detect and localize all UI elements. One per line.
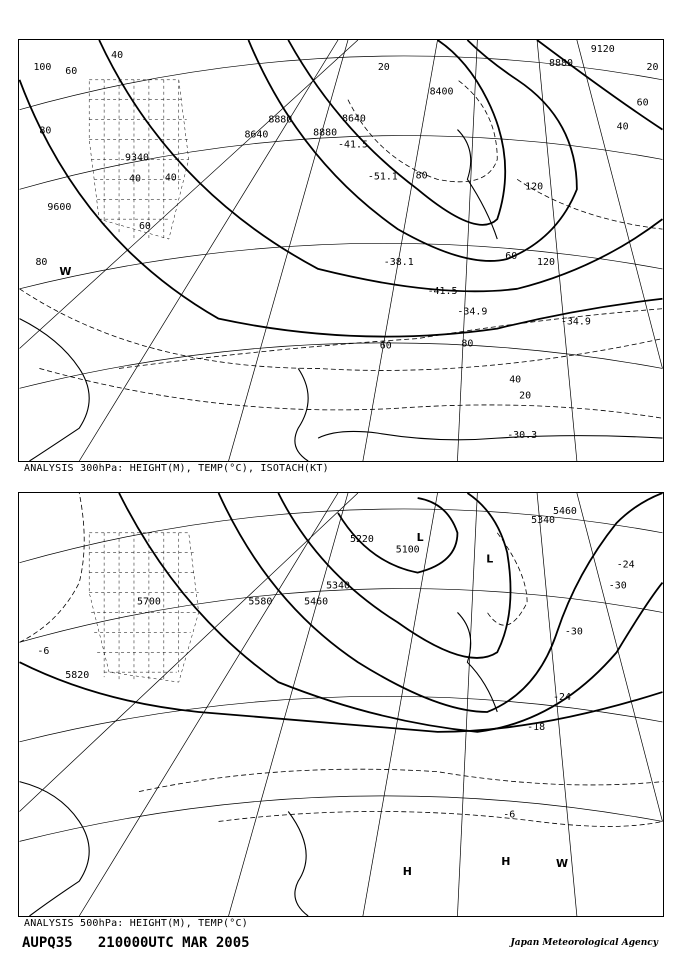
temperature-label: -41.5 bbox=[427, 285, 458, 297]
temperature-label: -30.3 bbox=[507, 430, 538, 442]
map-300hpa-canvas bbox=[19, 40, 663, 461]
isotach-label-group bbox=[33, 50, 658, 401]
height-contour-label: 9120 bbox=[590, 43, 615, 55]
height-contour-label: 5220 bbox=[349, 533, 374, 545]
height-contour-label: 8640 bbox=[244, 129, 269, 141]
isotach-label: 60 bbox=[505, 250, 518, 262]
isotach-label: 20 bbox=[519, 390, 532, 402]
height-contour-label: 5340 bbox=[531, 514, 556, 526]
isotach-label: 120 bbox=[537, 256, 556, 268]
coastline bbox=[20, 612, 498, 916]
temperature-label: -41.5 bbox=[338, 139, 368, 151]
height-contour-label: 8880 bbox=[549, 57, 573, 69]
map-panel-500hpa bbox=[18, 492, 664, 917]
temperature-label-group bbox=[37, 560, 634, 821]
isotach-label: 120 bbox=[525, 181, 544, 193]
height-contour-label: 5580 bbox=[248, 596, 273, 608]
agency-credit: Japan Meteorological Agency bbox=[510, 938, 658, 948]
isotach-label: 60 bbox=[138, 221, 151, 233]
temperature-label: -18 bbox=[527, 721, 546, 733]
high-pressure-symbol: H bbox=[501, 855, 511, 869]
temperature-label: -24 bbox=[616, 559, 635, 571]
map-panel-300hpa bbox=[18, 39, 664, 462]
high-wind-symbol: W bbox=[59, 264, 72, 278]
isotach-label: 80 bbox=[461, 338, 474, 350]
isotach-label: 60 bbox=[636, 97, 649, 109]
isotach-label: 80 bbox=[35, 256, 48, 268]
isotach-label: 60 bbox=[379, 340, 392, 352]
parallel-lines bbox=[20, 509, 663, 841]
isotach-label: 80 bbox=[39, 125, 52, 137]
height-contour-label: 5460 bbox=[552, 505, 577, 517]
panel-300hpa-caption: ANALYSIS 300hPa: HEIGHT(M), TEMP(°C), ISOTACH(KT) bbox=[24, 463, 329, 474]
high-pressure-symbol: H bbox=[402, 865, 412, 879]
height-contour-label: 8880 bbox=[268, 114, 293, 126]
temperature-label: -24 bbox=[552, 692, 571, 704]
temperature-label: -6 bbox=[503, 809, 516, 821]
temperature-label: -34.9 bbox=[457, 306, 488, 318]
temperature-label: -51.1 bbox=[367, 171, 398, 183]
parallel-lines bbox=[20, 56, 663, 388]
height-contour-label: 8640 bbox=[341, 113, 366, 125]
height-contour-label: 5820 bbox=[65, 670, 90, 682]
isotach-label: 20 bbox=[646, 61, 659, 73]
meridian-lines bbox=[20, 40, 663, 461]
temperature-label: -30 bbox=[564, 626, 583, 638]
isotach-label: 100 bbox=[33, 61, 52, 73]
isotach-label: 20 bbox=[377, 61, 390, 73]
temperature-label: -30 bbox=[608, 580, 627, 592]
height-contour-label: 5100 bbox=[395, 544, 420, 556]
high-wind-symbol: W bbox=[555, 857, 569, 871]
temperature-dashed bbox=[20, 493, 663, 826]
height-contours bbox=[20, 40, 663, 337]
isotach-label: 40 bbox=[129, 173, 141, 185]
height-contour-label: 5460 bbox=[304, 596, 329, 608]
isotach-label: 60 bbox=[65, 65, 78, 77]
isotach-label: 80 bbox=[415, 170, 428, 182]
height-contour-label: 8400 bbox=[429, 86, 454, 98]
chart-code-and-time: AUPQ35 210000UTC MAR 2005 bbox=[22, 935, 250, 951]
height-contour-label: 5340 bbox=[326, 580, 351, 592]
isotach-label: 40 bbox=[164, 172, 177, 184]
temperature-label: -38.1 bbox=[383, 256, 414, 268]
low-pressure-symbol: L bbox=[416, 530, 424, 544]
height-contour-label: 9340 bbox=[125, 152, 149, 164]
panel-500hpa-caption: ANALYSIS 500hPa: HEIGHT(M), TEMP(°C) bbox=[24, 918, 248, 929]
height-contour-label: 9600 bbox=[47, 202, 72, 214]
height-contour-label: 8880 bbox=[313, 127, 338, 139]
temperature-label: -34.9 bbox=[560, 316, 591, 328]
map-500hpa-canvas bbox=[19, 493, 663, 916]
isotach-label: 40 bbox=[111, 49, 124, 61]
low-pressure-symbol: L bbox=[486, 552, 494, 566]
isotach-label: 40 bbox=[509, 374, 522, 386]
temperature-label: -6 bbox=[37, 646, 50, 658]
height-contour-label: 5700 bbox=[136, 596, 161, 608]
isotach-label: 40 bbox=[616, 121, 629, 133]
